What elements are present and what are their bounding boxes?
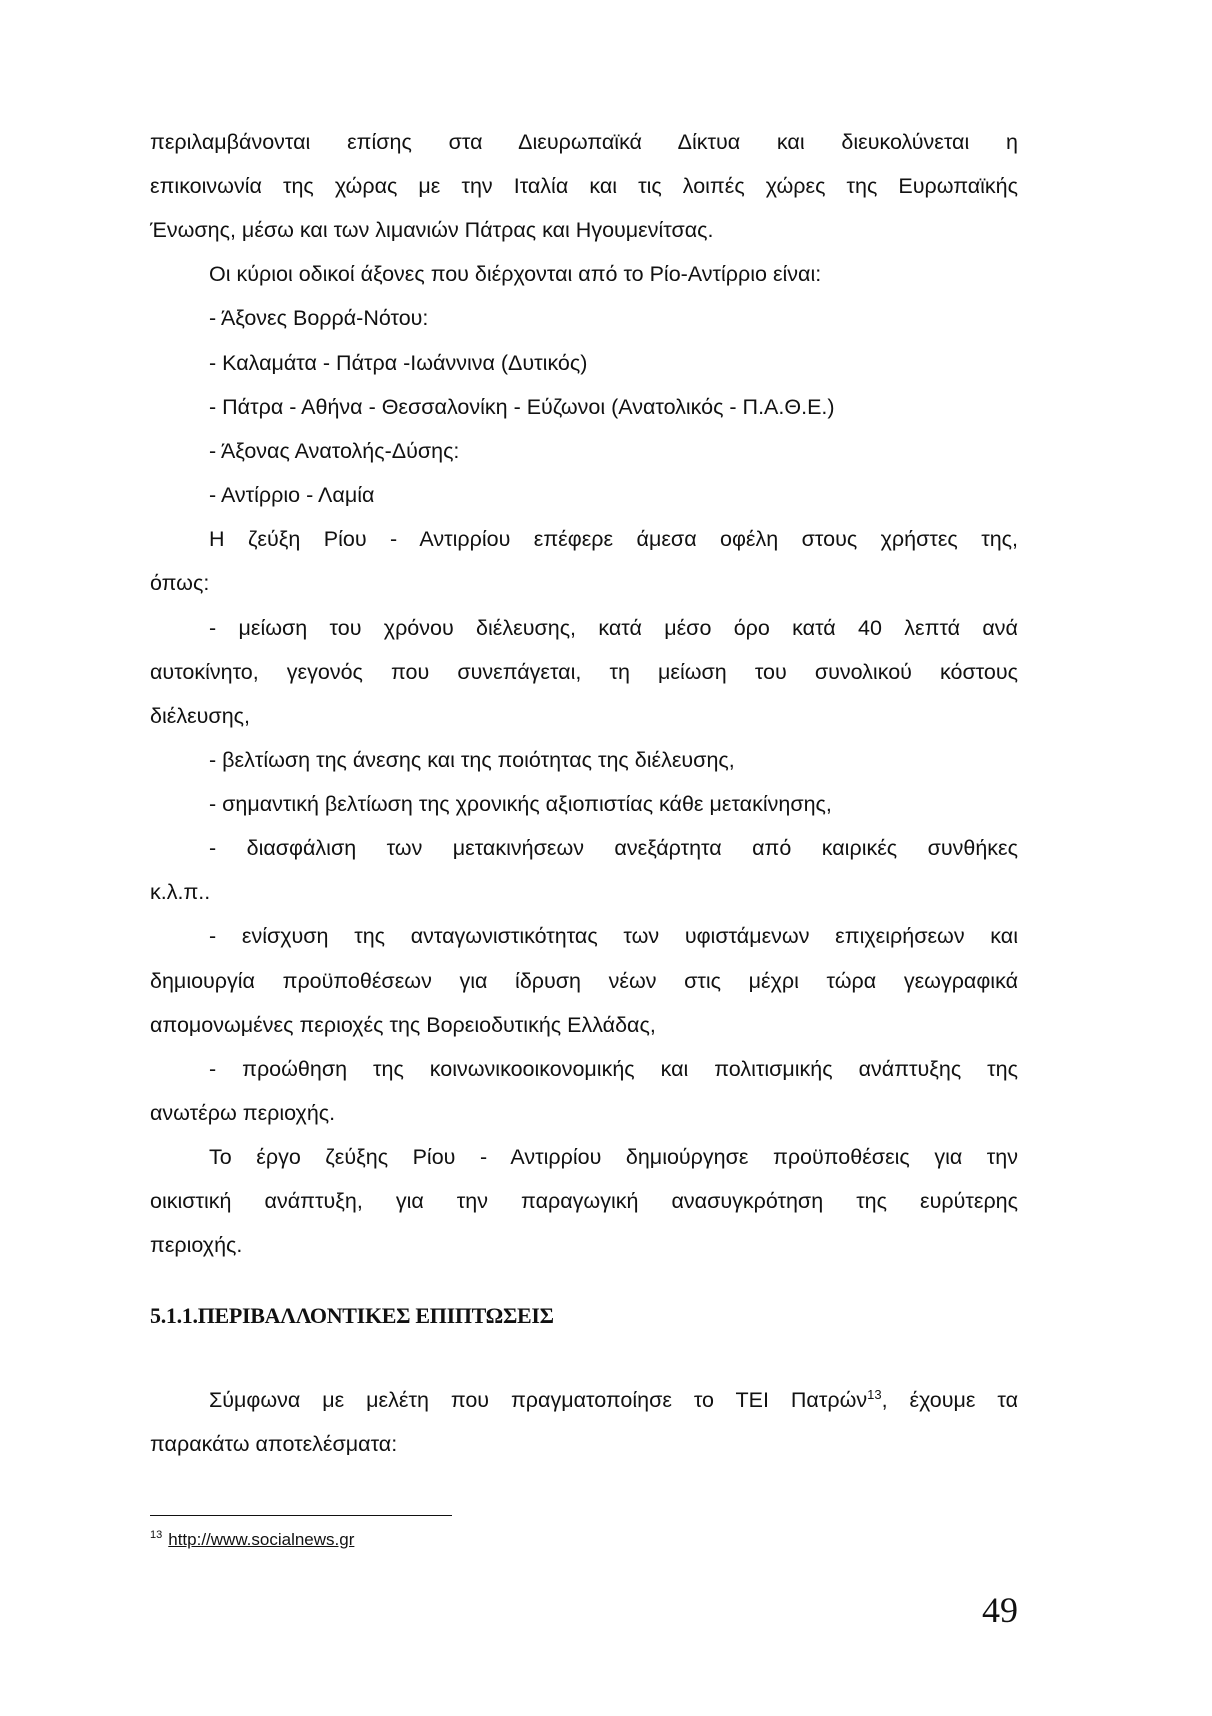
paragraph-text: , έχουμε τα [881,1388,1018,1412]
list-line: - βελτίωση της άνεσης και της ποιότητας της διέλευσης, [209,748,735,772]
list-line: διέλευσης, [150,704,250,728]
list-line: - προώθηση της κοινωνικοοικονομικής και πολιτισμικής ανάπτυξης της [209,1057,1018,1081]
footnote-divider [150,1515,452,1516]
paragraph-line: Η ζεύξη Ρίου - Αντιρρίου επέφερε άμεσα οφέλη στους χρήστες της, [209,527,1018,551]
list-line: - σημαντική βελτίωση της χρονικής αξιοπιστίας κάθε μετακίνησης, [209,792,832,816]
paragraph-line [209,1387,1018,1413]
list-line: - Πάτρα - Αθήνα - Θεσσαλονίκη - Εύζωνοι (Ανατολικός - Π.Α.Θ.Ε.) [209,395,835,419]
list-line: - Καλαμάτα - Πάτρα -Ιωάννινα (Δυτικός) [209,351,588,375]
paragraph-line: όπως: [150,571,210,595]
list-line: - Άξονες Βορρά-Νότου: [209,306,429,330]
section-heading: 5.1.1.ΠΕΡΙΒΑΛΛΟΝΤΙΚΕΣ ΕΠΙΠΤΩΣΕΙΣ [150,1303,554,1328]
page-number: 49 [982,1590,1018,1630]
list-line: - διασφάλιση των μετακινήσεων ανεξάρτητα από καιρικές συνθήκες [209,836,1018,860]
list-line: - μείωση του χρόνου διέλευσης, κατά μέσο όρο κατά 40 λεπτά ανά [209,616,1018,640]
paragraph-line: Ένωσης, μέσω και των λιμανιών Πάτρας και Ηγουμενίτσας. [150,218,714,242]
paragraph-line: περιοχής. [150,1233,243,1257]
list-line: - Άξονας Ανατολής-Δύσης: [209,439,460,463]
paragraph-line: Οι κύριοι οδικοί άξονες που διέρχονται από το Ρίο-Αντίρριο είναι: [209,262,822,286]
footnote-mark: 13 [150,1529,163,1542]
list-line: κ.λ.π.. [150,880,211,904]
paragraph-text: Σύμφωνα με μελέτη που πραγματοποίησε το ΤΕΙ Πατρών [209,1388,868,1412]
footnote-link[interactable]: http://www.socialnews.gr [168,1530,355,1549]
paragraph-line: Το έργο ζεύξης Ρίου - Αντιρρίου δημιούργησε προϋποθέσεις για την [209,1145,1018,1169]
footnote [150,1530,354,1550]
list-line: δημιουργία προϋποθέσεων για ίδρυση νέων στις μέχρι τώρα γεωγραφικά [150,969,1018,993]
list-line: ανωτέρω περιοχής. [150,1101,336,1125]
list-line: αυτοκίνητο, γεγονός που συνεπάγεται, τη μείωση του συνολικού κόστους [150,660,1018,684]
paragraph-line: επικοινωνία της χώρας με την Ιταλία και τις λοιπές χώρες της Ευρωπαϊκής [150,174,1018,198]
list-line: απομονωμένες περιοχές της Βορειοδυτικής Ελλάδας, [150,1013,656,1037]
list-line: - Αντίρριο - Λαμία [209,483,375,507]
paragraph-line: παρακάτω αποτελέσματα: [150,1432,398,1456]
list-line: - ενίσχυση της ανταγωνιστικότητας των υφιστάμενων επιχειρήσεων και [209,924,1018,948]
paragraph-line: οικιστική ανάπτυξη, για την παραγωγική ανασυγκρότηση της ευρύτερης [150,1189,1018,1213]
footnote-reference[interactable]: 13 [867,1386,882,1402]
paragraph-line: περιλαμβάνονται επίσης στα Διευρωπαϊκά Δίκτυα και διευκολύνεται η [150,130,1018,154]
